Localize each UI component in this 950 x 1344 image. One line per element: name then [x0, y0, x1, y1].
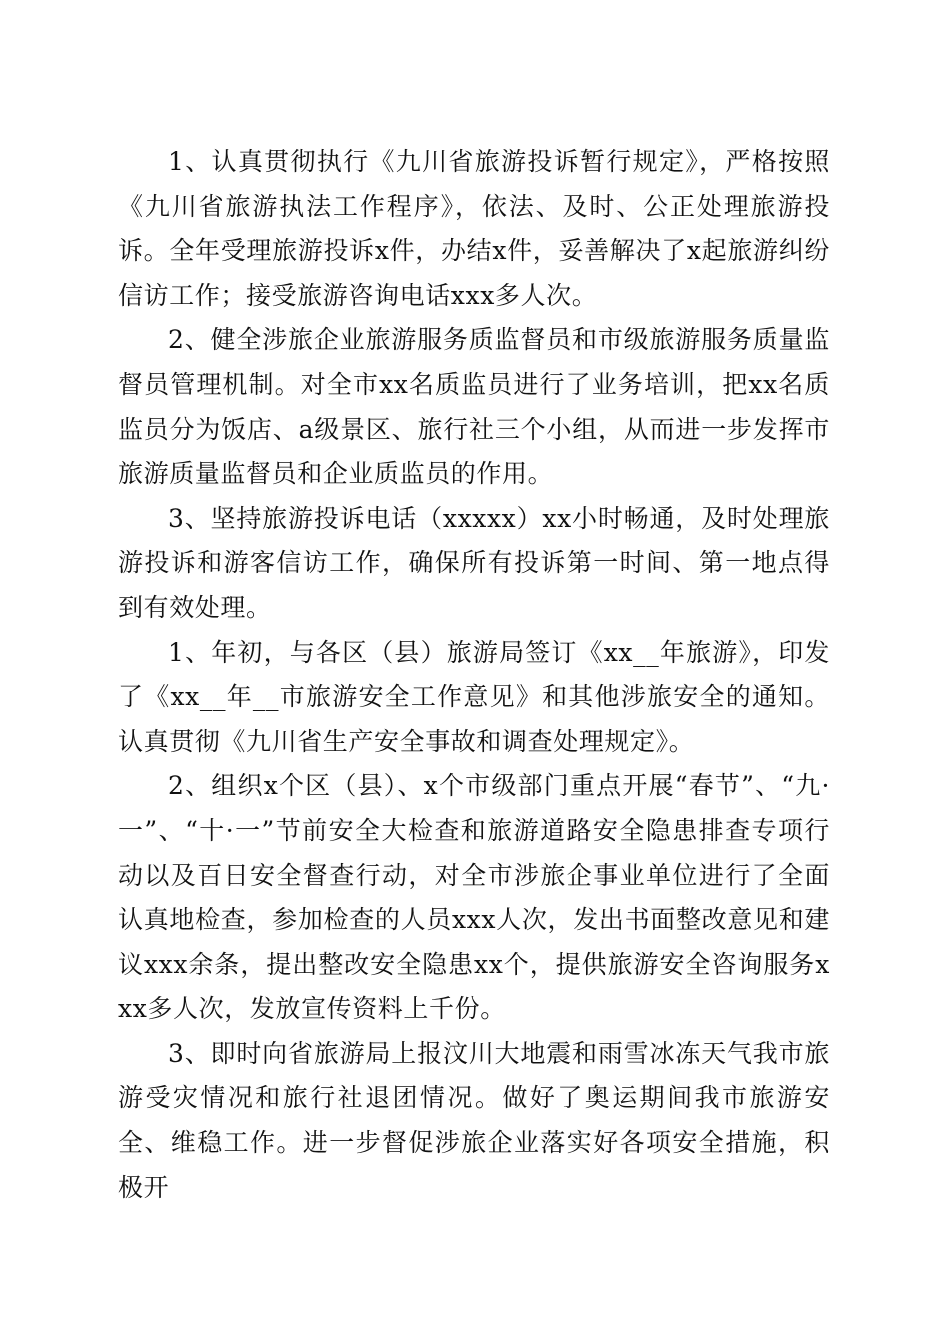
- paragraph-safety-inspections: 2、组织x个区（县）、x个市级部门重点开展“春节”、“九·一”、“十·一”节前安全大检查和旅游道路安全隐患排查专项行动以及百日安全督查行动，对全市涉旅企事业单位进行了全面认真地检查，参加检查的人员xxx人次，发出书面整改意见和建议xxx余条，提出整改安全隐患xx个，提供旅游安全咨询服务xxx多人次，发放宣传资料上千份。: [118, 771, 830, 1024]
- paragraph-complaint-handling: 1、认真贯彻执行《九川省旅游投诉暂行规定》，严格按照《九川省旅游执法工作程序》，依法、及时、公正处理旅游投诉。全年受理旅游投诉x件，办结x件，妥善解决了x起旅游纠纷信访工作；接受旅游咨询电话xxx多人次。: [118, 147, 830, 310]
- paragraph-complaint-hotline: 3、坚持旅游投诉电话（xxxxx）xx小时畅通，及时处理旅游投诉和游客信访工作，确保所有投诉第一时间、第一地点得到有效处理。: [118, 503, 830, 622]
- document-body: [118, 140, 830, 1210]
- paragraph-disaster-reporting: 3、即时向省旅游局上报汶川大地震和雨雪冰冻天气我市旅游受灾情况和旅行社退团情况。做好了奥运期间我市旅游安全、维稳工作。进一步督促涉旅企业落实好各项安全措施，积极开: [118, 1038, 830, 1202]
- paragraph-quality-supervisors: 2、健全涉旅企业旅游服务质监督员和市级旅游服务质量监督员管理机制。对全市xx名质监员进行了业务培训，把xx名质监员分为饭店、a级景区、旅行社三个小组，从而进一步发挥市旅游质量监督员和企业质监员的作用。: [118, 325, 830, 489]
- paragraph-safety-agreements: 1、年初，与各区（县）旅游局签订《xx__年旅游》，印发了《xx__年__市旅游安全工作意见》和其他涉旅安全的通知。认真贯彻《九川省生产安全事故和调查处理规定》。: [118, 637, 830, 756]
